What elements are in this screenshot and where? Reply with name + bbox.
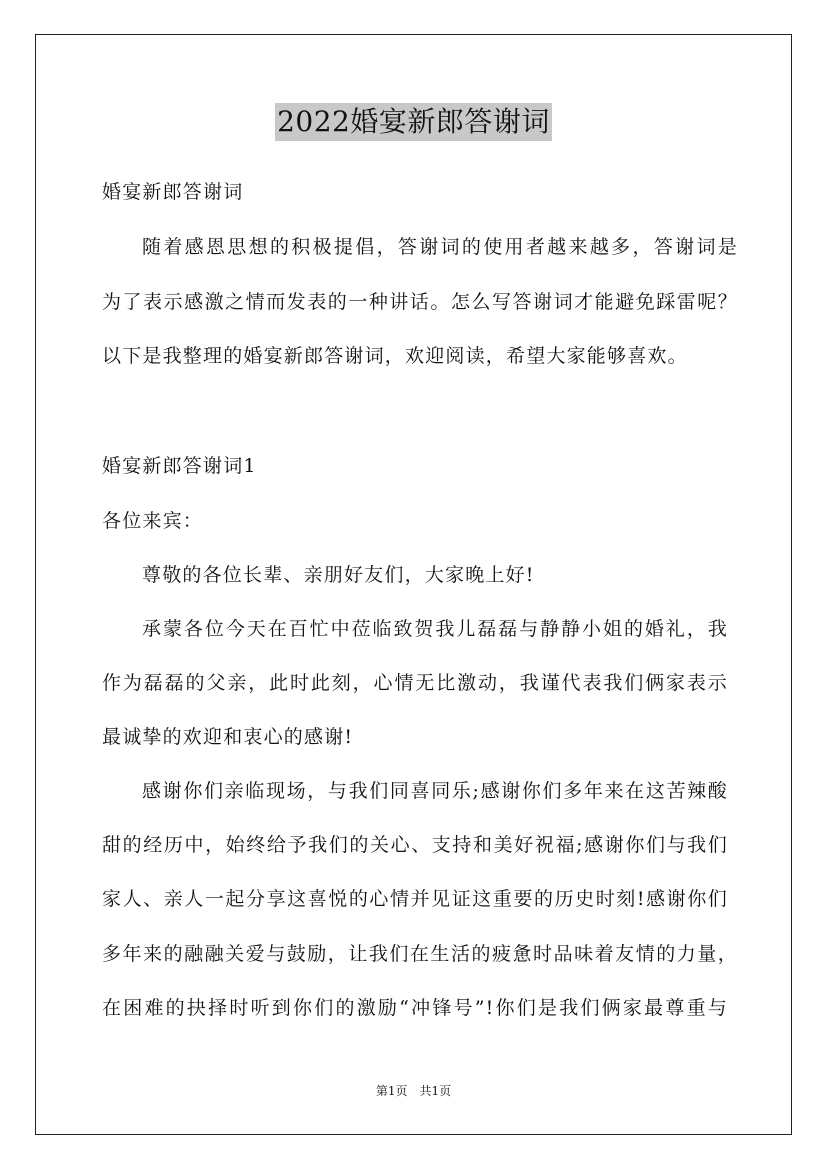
- greeting: 尊敬的各位长辈、亲朋好友们，大家晚上好!: [142, 564, 535, 586]
- para1-line-3: 最诚挚的欢迎和衷心的感谢!: [102, 726, 354, 748]
- intro-line-1: 随着感恩思想的积极提倡，答谢词的使用者越来越多，答谢词是: [142, 236, 738, 258]
- intro-line-3: 以下是我整理的婚宴新郎答谢词，欢迎阅读，希望大家能够喜欢。: [102, 345, 688, 367]
- para2-line-1: 感谢你们亲临现场，与我们同喜同乐;感谢你们多年来在这苦辣酸: [142, 780, 728, 802]
- para2-line-2: 甜的经历中，始终给予我们的关心、支持和美好祝福;感谢你们与我们: [102, 834, 728, 856]
- para1-line-1: 承蒙各位今天在百忙中莅临致贺我儿磊磊与静静小姐的婚礼，我: [142, 618, 728, 640]
- document-title: 2022婚宴新郎答谢词: [275, 103, 552, 141]
- section-heading: 婚宴新郎答谢词1: [102, 455, 257, 477]
- para2-line-3: 家人、亲人一起分享这喜悦的心情并见证这重要的历史时刻!感谢你们: [102, 888, 728, 910]
- title-container: [0, 103, 827, 141]
- para2-line-5: 在困难的抉择时听到你们的激励“冲锋号”!你们是我们俩家最尊重与: [102, 997, 728, 1019]
- subtitle: 婚宴新郎答谢词: [102, 181, 244, 203]
- para2-line-4: 多年来的融融关爱与鼓励，让我们在生活的疲惫时品味着友情的力量，: [102, 943, 738, 965]
- intro-line-2: 为了表示感激之情而发表的一种讲话。怎么写答谢词才能避免踩雷呢？: [102, 291, 738, 313]
- page-footer: 第1页 共1页: [375, 1084, 452, 1098]
- para1-line-2: 作为磊磊的父亲，此时此刻，心情无比激动，我谨代表我们俩家表示: [102, 672, 728, 694]
- salutation: 各位来宾：: [102, 510, 204, 532]
